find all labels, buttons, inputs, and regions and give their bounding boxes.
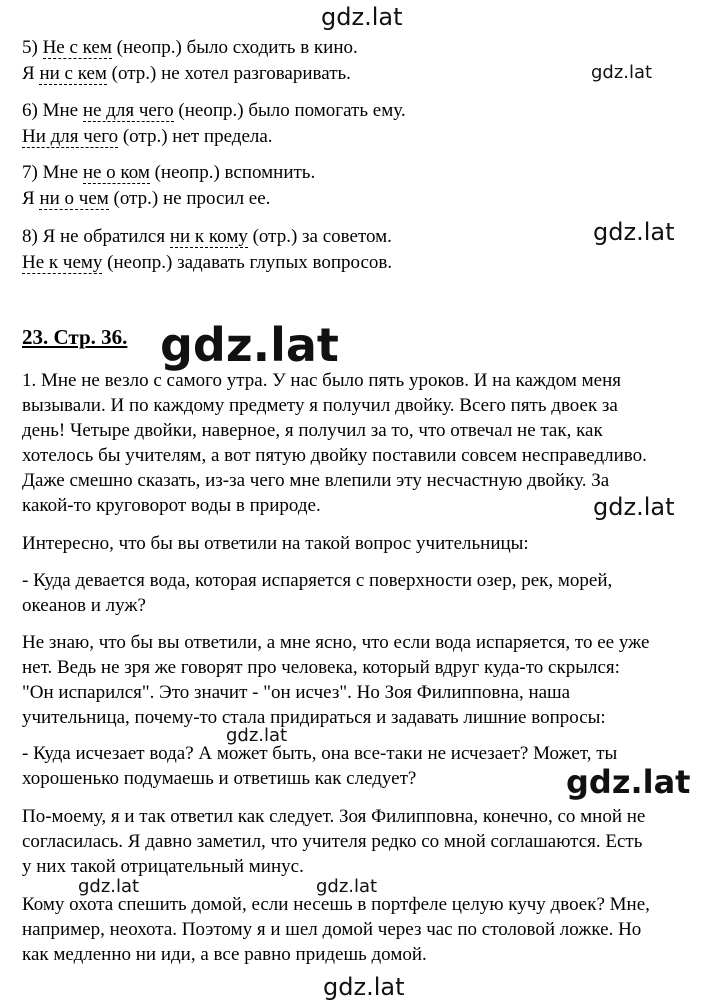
- text-line: хорошенько подумаешь и ответишь как следует?: [22, 768, 417, 789]
- watermark-bottom-left: gdz.lat: [78, 876, 140, 897]
- watermark-top: gdz.lat: [321, 3, 403, 31]
- section-heading: 23. Стр. 36.: [22, 325, 128, 349]
- watermark-right: gdz.lat: [593, 493, 675, 521]
- text-line: согласилась. Я давно заметил, что учителя редко со мной соглашаются. Есть: [22, 831, 643, 852]
- text-line: например, неохота. Поэтому я и шел домой через час по столовой ложке. Но: [22, 919, 642, 940]
- example-7-line-1: 7) Мне не о ком (неопр.) вспомнить.: [22, 162, 316, 183]
- indef-pronoun: не о ком: [82, 162, 150, 183]
- text-line: По-моему, я и так ответил как следует. Зоя Филипповна, конечно, со мной не: [22, 806, 646, 827]
- text-line: день! Четыре двойки, наверное, я получил за то, что отвечал не так, как: [22, 420, 603, 441]
- neg-pronoun: ни с кем: [39, 63, 107, 84]
- text-line: Не знаю, что бы вы ответили, а мне ясно, что если вода испаряется, то ее уже: [22, 632, 650, 653]
- indef-pronoun: не для чего: [82, 100, 174, 121]
- watermark-small: gdz.lat: [591, 62, 653, 83]
- text-line: 1. Мне не везло с самого утра. У нас было пять уроков. И на каждом меня: [22, 370, 621, 391]
- watermark-footer: gdz.lat: [323, 973, 405, 1001]
- text-line: вызывали. И по каждому предмету я получил двойку. Всего пять двоек за: [22, 395, 618, 416]
- watermark-bold: gdz.lat: [566, 763, 691, 801]
- text-line: - Куда девается вода, которая испаряется с поверхности озер, рек, морей,: [22, 570, 613, 591]
- text-line: океанов и луж?: [22, 595, 146, 616]
- indef-pronoun: Не к чему: [22, 252, 103, 273]
- watermark-mid: gdz.lat: [593, 218, 675, 246]
- example-8-line-2: Не к чему (неопр.) задавать глупых вопросов.: [22, 252, 393, 273]
- text-line: нет. Ведь не зря же говорят про человека, который вдруг куда-то скрылся:: [22, 657, 620, 678]
- neg-pronoun: ни о чем: [39, 188, 109, 209]
- text-line: Даже смешно сказать, из-за чего мне влепили эту несчастную двойку. За: [22, 470, 610, 491]
- text-line: Кому охота спешить домой, если несешь в портфеле целую кучу двоек? Мне,: [22, 894, 650, 915]
- text-line: хотелось бы учителям, а вот пятую двойку поставили совсем несправедливо.: [22, 445, 647, 466]
- text-line: учительница, почему-то стала придираться и задавать лишние вопросы:: [22, 707, 606, 728]
- text-line: какой-то круговорот воды в природе.: [22, 495, 321, 516]
- example-5-line-1: 5) Не с кем (неопр.) было сходить в кино.: [22, 37, 358, 58]
- example-6-line-2: Ни для чего (отр.) нет предела.: [22, 126, 273, 147]
- example-7-line-2: Я ни о чем (отр.) не просил ее.: [22, 188, 271, 209]
- watermark-bottom-center: gdz.lat: [316, 876, 378, 897]
- neg-pronoun: Ни для чего: [22, 126, 119, 147]
- text-line: - Куда исчезает вода? А может быть, она все-таки не исчезает? Может, ты: [22, 743, 618, 764]
- watermark-large: gdz.lat: [160, 318, 339, 372]
- text-line: как медленно ни иди, а все равно придешь домой.: [22, 944, 427, 965]
- example-5-line-2: Я ни с кем (отр.) не хотел разговаривать.: [22, 63, 351, 84]
- example-8-line-1: 8) Я не обратился ни к кому (отр.) за советом.: [22, 226, 392, 247]
- watermark-inline: gdz.lat: [226, 725, 288, 746]
- text-line: у них такой отрицательный минус.: [22, 856, 304, 877]
- neg-pronoun: ни к кому: [169, 226, 248, 247]
- indef-pronoun: Не с кем: [42, 37, 112, 58]
- text-line: Интересно, что бы вы ответили на такой вопрос учительницы:: [22, 533, 529, 554]
- example-6-line-1: 6) Мне не для чего (неопр.) было помогать ему.: [22, 100, 406, 121]
- text-line: "Он испарился". Это значит - "он исчез". Но Зоя Филипповна, наша: [22, 682, 571, 703]
